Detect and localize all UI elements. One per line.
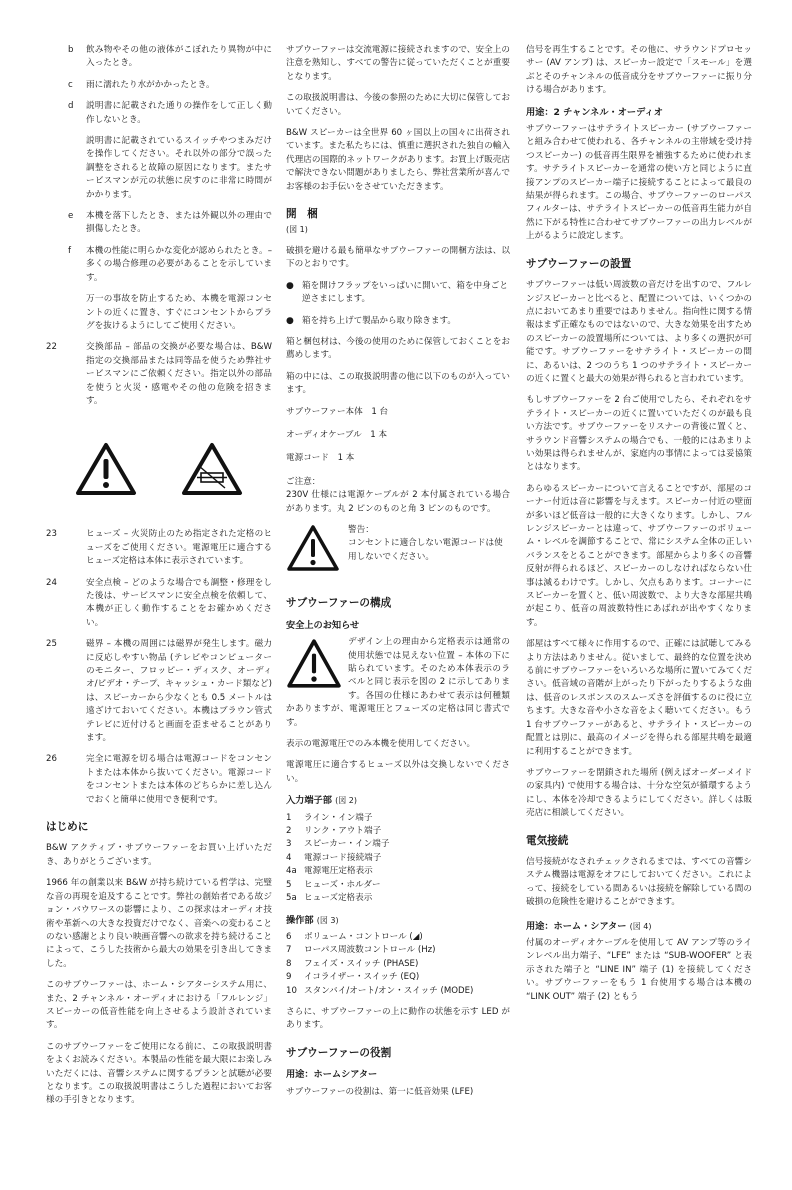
list-item [286, 879, 510, 892]
list-item [286, 985, 510, 998]
contents-item: オーディオケーブル 1 本 [286, 429, 388, 440]
list-item [46, 79, 272, 92]
figure-reference: (図 1) [286, 225, 308, 235]
list-number: 3 [286, 839, 292, 850]
item-text: 交換部品 – 部品の交換が必要な場合は、B&W 指定の交換部品または同等品を使うため弊社サービスマンにご依頼ください。指定以外の部品を使うと火災・感電やその他の危険を招きます。 [86, 342, 272, 406]
inputs-list [286, 812, 510, 906]
list-item [286, 971, 510, 984]
list-text: スピーカー・イン端子 [304, 839, 390, 850]
numbered-item [46, 528, 272, 568]
column-1 [46, 44, 272, 1116]
list-item [46, 100, 272, 127]
subheading-home-theater: 用途：ホームシアター [286, 1069, 378, 1081]
paragraph: 信号を再生することです。その他に、サラウンドプロセッサー (AV アンプ) は、スピーカー設定で「スモール」を選ぶとそのチャンネルの低音成分をサブウーファーに振り分ける場合があります。 [526, 45, 752, 96]
list-text: ヒューズ・ホルダー [304, 879, 381, 890]
fuse-warning-icon [181, 442, 243, 496]
item-text: 完全に電源を切る場合は電源コードをコンセントまたは本体から抜いてください。電源コードをコンセントまたは本体のどちらかに差し込んでおくと簡単に使用でき便利です。 [86, 754, 272, 805]
paragraph: このサブウーファーをご使用になる前に、この取扱説明書をよくお読みください。本製品の性能を最大限にお楽しみいただくには、音響システムに関するプランと試聴が必要となります。この取扱説明書はこうした過程においてお客様の手引きとなります。 [46, 1041, 272, 1106]
warning-icons [46, 442, 272, 496]
item-text: 雨に濡れたり水がかかったとき。 [86, 79, 215, 90]
numbered-item [46, 753, 272, 807]
list-item [286, 892, 510, 905]
bullet-text: 箱を開けフラップをいっぱいに開いて、箱を中身ごと逆さまにします。 [302, 280, 508, 305]
item-number: 26 [46, 754, 57, 765]
list-text: 電源電圧定格表示 [304, 866, 373, 877]
numbered-item [46, 638, 272, 745]
paragraph: B&W スピーカーは全世界 60 ヶ国以上の国々に出荷されています。また私たちには、慎重に選択された独自の輸入代理店の国際的ネットワークがあります。お買上げ販売店で解決できない問題がありましたら、弊社営業所が喜んでお客様のお手伝いをさせていただきます。 [286, 128, 510, 192]
paragraph: 部屋はすべて様々に作用するので、正確には試聴してみるより方法はありません。従いまして、最終的な位置を決める前にサブウーファーをいろいろな場所に置いてみてください。低音域の音階が上がったり下がったりするような曲は、低音のレスポンスのスムーズさを評価するのに役に立ちます。大きな音や小さな音をよく聴いてください。もう 1 台サブウーファーがあると、サテライト・スピーカーの配置とは別に、最高のイメージを得られる部屋共鳴を最適に利用することができます。 [526, 639, 752, 757]
numbered-item [46, 577, 272, 631]
item-text: 説明書に記載された通りの操作をして正しく動作しないとき。 [86, 101, 272, 125]
paragraph: サブウーファーを閉鎖された場所 (例えばオーダーメイドの家具内) で使用する場合は、十分な空気が循環するようにし、本体を冷却できるようにしてください。詳しくは販売店に相談してください。 [526, 767, 752, 819]
subheading-safety: 安全上のお知らせ [286, 619, 360, 631]
list-text: イコライザー・スイッチ (EQ) [304, 972, 420, 983]
list-text: フェイズ・スイッチ (PHASE) [304, 958, 419, 969]
item-text: 飲み物やその他の液体がこぼれたり異物が中に入ったとき。 [86, 45, 272, 69]
list-item [46, 44, 272, 71]
list-number: 2 [286, 826, 292, 837]
paragraph: このサブウーファーは、ホーム・シアターシステム用に、また、2 チャンネル・オーディオにおける「フルレンジ」スピーカーの低音性能を向上させるよう設計されています。 [46, 980, 272, 1031]
list-number: 5a [286, 893, 297, 904]
warning-title: 警告： [348, 524, 374, 535]
warning-box [286, 524, 510, 577]
item-text: 本機を落下したとき、または外観以外の理由で損傷したとき。 [86, 211, 272, 235]
item-label: c [68, 79, 73, 90]
subheading-text: 入力端子部 [286, 795, 332, 807]
bullet-dot-icon: ● [286, 315, 294, 326]
item-text: 磁界 – 本機の周囲には磁界が発生します。磁力に反応しやすい物品 (テレビやコンピューターのモニター、フロッピー・ディスク、オーディオ/ビデオ・テープ、キャッシュ・カード類など) は、スピーカーから少なくとも 0.5 メートルは遠ざけておいてください。本機はブラウン管式テレビに近付けると画面を歪ませることがあります。 [86, 639, 272, 744]
subheading-text: 操作部 [286, 914, 314, 926]
item-label: d [68, 101, 74, 112]
section-heading-role: サブウーファーの役割 [286, 1046, 392, 1059]
paragraph: 破損を避ける最も簡単なサブウーファーの開梱方法は、以下のとおりです。 [286, 245, 510, 270]
list-text: ライン・イン端子 [304, 812, 373, 823]
subheading-two-channel: 用途：2 チャンネル・オーディオ [526, 106, 663, 118]
list-number: 4a [286, 866, 297, 877]
section-heading-setup: サブウーファーの設置 [526, 257, 632, 270]
paragraph: 箱と梱包材は、今後の使用のために保管しておくことをお薦めします。 [286, 336, 510, 361]
list-number: 6 [286, 931, 292, 942]
list-item [286, 852, 510, 865]
list-text: ヒューズ定格表示 [304, 893, 373, 904]
paragraph: 電源電圧に適合するヒューズ以外は交換しないでください。 [286, 760, 510, 784]
subheading-inputs [286, 794, 510, 807]
paragraph: サブウーファーは交流電源に接続されますので、安全上の注意を熟知し、すべての警告に従っていただくことが重要となります。 [286, 45, 510, 82]
paragraph: サブウーファーはサテライトスピーカー (サブウーファーと組み合わせて使われる、各チャンネルの主帯域を受け持つスピーカー) の低音再生限界を補強するために使われます。サテライトスピーカーを通常の使い方と同じように直接アンプのスピーカー端子に接続することによって最良の結果が得られます。この場合、サブウーファーのローパスフィルターは、サテライトスピーカーの低音再生能力が自然に下がる特性に合わせてサブウーファーの出力レベルが上がるように設定します。 [526, 124, 752, 242]
item-number: 23 [46, 529, 57, 540]
contents-item: サブウーファー本体 1 台 [286, 406, 389, 417]
paragraph: この取扱説明書は、今後の参照のために大切に保管しておいてください。 [286, 93, 510, 117]
list-text: ボリューム・コントロール (◢) [304, 931, 423, 942]
paragraph: サブウーファーの役割は、第一に低音効果 (LFE) [286, 1086, 474, 1097]
list-item [286, 825, 510, 838]
bullet-text: 箱を持ち上げて製品から取り除きます。 [302, 315, 457, 326]
item-continuation: 万一の事故を防止するため、本機を電源コンセントの近くに置き、すぐにコンセントからプラグを抜けるようにしてご使用ください。 [86, 294, 272, 331]
section-heading-structure: サブウーファーの構成 [286, 597, 392, 610]
list-number: 7 [286, 945, 292, 956]
item-text: 本機の性能に明らかな変化が認められたとき。– 多くの場合修理の必要があることを示しています。 [86, 245, 272, 283]
paragraph: 箱の中には、この取扱説明書の他に以下のものが入っています。 [286, 371, 510, 396]
controls-list [286, 931, 510, 998]
item-text: ヒューズ – 火災防止のため指定された定格のヒューズをご使用ください。電源電圧に適合するヒューズ定格は本体に表示されています。 [86, 529, 272, 567]
list-item [286, 931, 510, 944]
paragraph: サブウーファーは低い周波数の音だけを出すので、フルレンジスピーカーと比べると、配置については、いくつかの点においてあまり重要ではありません。指向性に関する情報はまず正確なものではないので、大きな効果を出すためのスピーカーの設置場所については、より多くの選択が可能です。サブウーファーをサテライト・スピーカーの間に、あるいは、2 つのうち 1 つのサテライト・スピーカーの近くに置くと最大の効果が得られると言われています。 [526, 280, 752, 384]
figure-reference: (図 2) [335, 796, 358, 806]
warning-triangle-icon [286, 524, 340, 572]
list-item [286, 944, 510, 957]
numbered-item [46, 341, 272, 408]
item-number: 25 [46, 639, 57, 650]
section-heading-electrical: 電気接続 [526, 834, 569, 847]
list-item [286, 958, 510, 971]
subheading-controls [286, 914, 510, 927]
list-text: リンク・アウト端子 [304, 826, 382, 837]
column-3 [526, 44, 752, 1012]
list-number: 1 [286, 812, 292, 823]
item-number: 22 [46, 342, 57, 353]
list-item [286, 812, 510, 825]
list-number: 8 [286, 958, 292, 969]
bullet-dot-icon: ● [286, 280, 294, 291]
bullet-item [286, 315, 510, 328]
figure-reference: (図 3) [316, 915, 339, 925]
section-heading-intro: はじめに [46, 821, 89, 834]
item-label: f [68, 245, 72, 256]
list-text: ローパス周波数コントロール (Hz) [304, 945, 436, 956]
bullet-item [286, 280, 510, 307]
paragraph: 信号接続がなされチェックされるまでは、すべての音響システム機器は電源をオフにしておいてください。これによって、接続をしている間あるいは接続を解除している間の破損の危険性を避けることができます。 [526, 856, 752, 908]
section-heading-unpack: 開 梱 [286, 208, 318, 221]
item-label: b [68, 45, 74, 55]
subheading-text: 用途：ホーム・シアター [526, 920, 627, 932]
list-item [286, 865, 510, 878]
item-number: 24 [46, 577, 57, 588]
subheading-home-theater [526, 920, 752, 933]
list-text: スタンバイ/オート/オン・スイッチ (MODE) [304, 985, 474, 996]
list-number: 10 [286, 985, 297, 996]
list-item [46, 245, 272, 285]
note-text: 230V 仕様には電源ケーブルが 2 本付属されている場合があります。丸 2 ピンのものと角 3 ピンのものです。 [286, 490, 510, 514]
item-continuation: 説明書に記載されているスイッチやつまみだけを操作してください。それ以外の部分で誤った調整をされると故障の原因になります。またサービスマンが元の状態に戻すのに非常に時間がかかります。 [86, 136, 272, 200]
warning-triangle-icon [75, 442, 137, 496]
figure-reference: (図 4) [629, 921, 652, 931]
warning-triangle-icon [286, 638, 342, 690]
paragraph: あらゆるスピーカーについて言えることですが、部屋のコーナー付近は音に影響を与えます。スピーカー付近の壁面が多いほど低音は一般的に大きくなります。しかし、フルレンジスピーカーとは違って、サブウーファーのボリューム・レベルを調節することで、常にシステム全体の正しいバランスをとることができます。部屋からより多くの音響反射が得られるほど、スピーカーのしなければならない仕事は減るわけです。しかし、欠点もあります。コーナーにスピーカーを置くと、低い周波数で、より大きな部屋共鳴が起こり、低音の周波数特性にあばれが出やすくなります。 [526, 483, 752, 628]
paragraph: 付属のオーディオケーブルを使用して AV アンプ等のラインレベル出力端子、“LFE” または “SUB-WOOFER” と表示された端子と “LINE IN” 端子 (1) を接続してください。サブウーファーをもう 1 台使用する場合は本機の “LINK OUT” 端子 (2) ともう [526, 937, 752, 1002]
note-label: ご注意： [286, 476, 321, 487]
list-item [46, 210, 272, 237]
list-item [286, 838, 510, 851]
warning-text: コンセントに適合しない電源コードは使用しないでください。 [348, 538, 503, 562]
safety-text: デザイン上の理由から定格表示は通常の使用状態では見えない位置 – 本体の下に貼られています。そのため本体表示のラベルと同じ表示を図の 2 に示してあります。各国の仕様にあわせて表示は何種類かありますが、電源電圧とフューズの定格は同じ書式です。 [286, 637, 510, 728]
paragraph: 1966 年の創業以来 B&W が持ち続けている哲学は、完璧な音の再現を追及することです。弊社の創始者である故ジョン・バウワースの影響により、この探求はオーディオ技術や革新への大きな投資だけでなく、音楽への変わることのない感謝とより良い映画音響への欲求を持ち続けることによって、こうした技術から最大の効果を引き出してきました。 [46, 878, 272, 969]
list-number: 4 [286, 852, 292, 863]
list-number: 9 [286, 972, 292, 983]
item-text: 安全点検 – どのような場合でも調整・修理をした後は、サービスマンに安全点検を依頼して、本機が正しく動作することをお確かめください。 [86, 577, 272, 628]
list-text: 電源コード接続端子 [304, 852, 382, 863]
paragraph: さらに、サブウーファーの上に動作の状態を示す LED があります。 [286, 1006, 510, 1031]
column-2 [286, 44, 510, 1107]
item-label: e [68, 211, 74, 222]
contents-item: 電源コード 1 本 [286, 453, 355, 464]
safety-notice [286, 636, 510, 730]
paragraph: B&W アクティブ・サブウーファーをお買い上げいただき、ありがとうございます。 [46, 843, 272, 867]
list-number: 5 [286, 879, 292, 890]
paragraph: もしサブウーファーを 2 台ご使用でしたら、それぞれをサテライト・スピーカーの近くに置いていただくのが最も良い方法です。サブウーファーをリスナーの背後に置くと、サラウンド音響システムの場合でも、一般的にはあまりよい効果は得られませんが、家庭内の事情によっては妥協策とはなります。 [526, 395, 752, 473]
paragraph: 表示の電源電圧でのみ本機を使用してください。 [286, 739, 476, 750]
